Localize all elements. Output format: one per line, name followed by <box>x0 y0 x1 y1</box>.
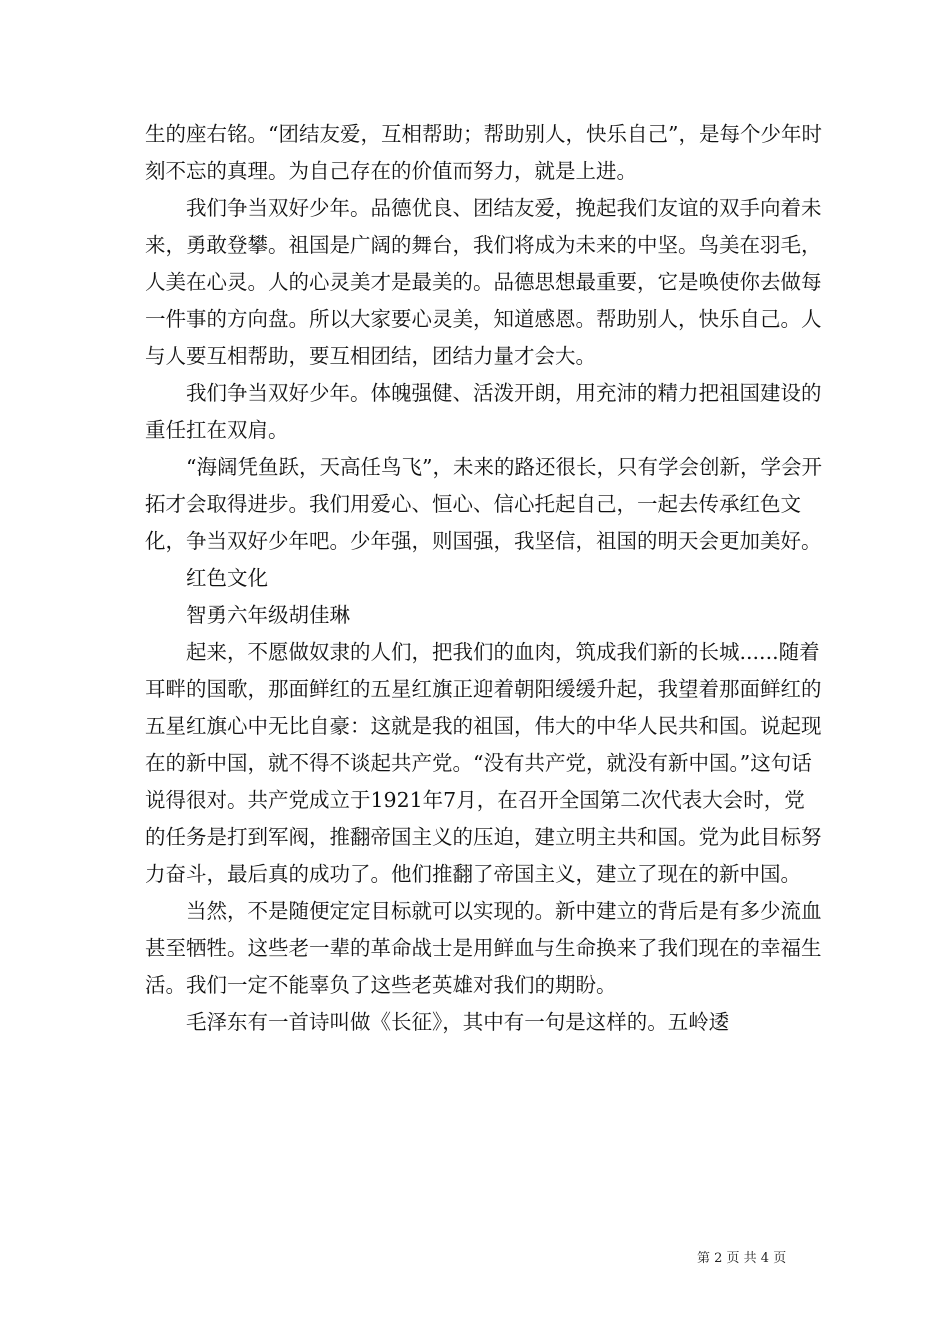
paragraph: 我们争当双好少年。体魄强健、活泼开朗，用充沛的精力把祖国建设的重任扛在双肩。 <box>145 381 822 442</box>
paragraph-continuation: 生的座右铭。“团结友爱，互相帮助；帮助别人，快乐自己”，是每个少年时刻不忘的真理。为自己存在的价值而努力，就是上进。 <box>145 122 822 183</box>
document-body <box>145 116 825 1041</box>
section-title: 红色文化 <box>186 566 268 590</box>
author-line: 智勇六年级胡佳琳 <box>186 603 350 627</box>
paragraph: 当然，不是随便定定目标就可以实现的。新中建立的背后是有多少流血甚至牺牲。这些老一辈的革命战士是用鲜血与生命换来了我们现在的幸福生活。我们一定不能辜负了这些老英雄对我们的期盼。 <box>145 899 822 997</box>
paragraph: 起来，不愿做奴隶的人们，把我们的血肉，筑成我们新的长城......随着耳畔的国歌，那面鲜红的五星红旗正迎着朝阳缓缓升起，我望着那面鲜红的五星红旗心中无比自豪：这就是我的祖国，伟大的中华人民共和国。说起现在的新中国，就不得不谈起共产党。“没有共产党，就没有新中国。”这句话说得很对。共产党成立于1921年7月，在召开全国第二次代表大会时，党的任务是打到军阀，推翻帝国主义的压迫，建立明主共和国。党为此目标努力奋斗，最后真的成功了。他们推翻了帝国主义，建立了现在的新中国。 <box>145 640 822 886</box>
paragraph: “海阔凭鱼跃，天高任鸟飞”，未来的路还很长，只有学会创新，学会开拓才会取得进步。我们用爱心、恒心、信心托起自己，一起去传承红色文化，争当双好少年吧。少年强，则国强，我坚信，祖国的明天会更加美好。 <box>145 455 822 553</box>
paragraph: 我们争当双好少年。品德优良、团结友爱，挽起我们友谊的双手向着未来，勇敢登攀。祖国是广阔的舞台，我们将成为未来的中坚。鸟美在羽毛，人美在心灵。人的心灵美才是最美的。品德思想最重要，它是唤使你去做每一件事的方向盘。所以大家要心灵美，知道感恩。帮助别人，快乐自己。人与人要互相帮助，要互相团结，团结力量才会大。 <box>145 196 822 368</box>
page-number: 第 2 页 共 4 页 <box>697 1251 787 1266</box>
paragraph: 毛泽东有一首诗叫做《长征》，其中有一句是这样的。五岭逶 <box>186 1010 730 1034</box>
